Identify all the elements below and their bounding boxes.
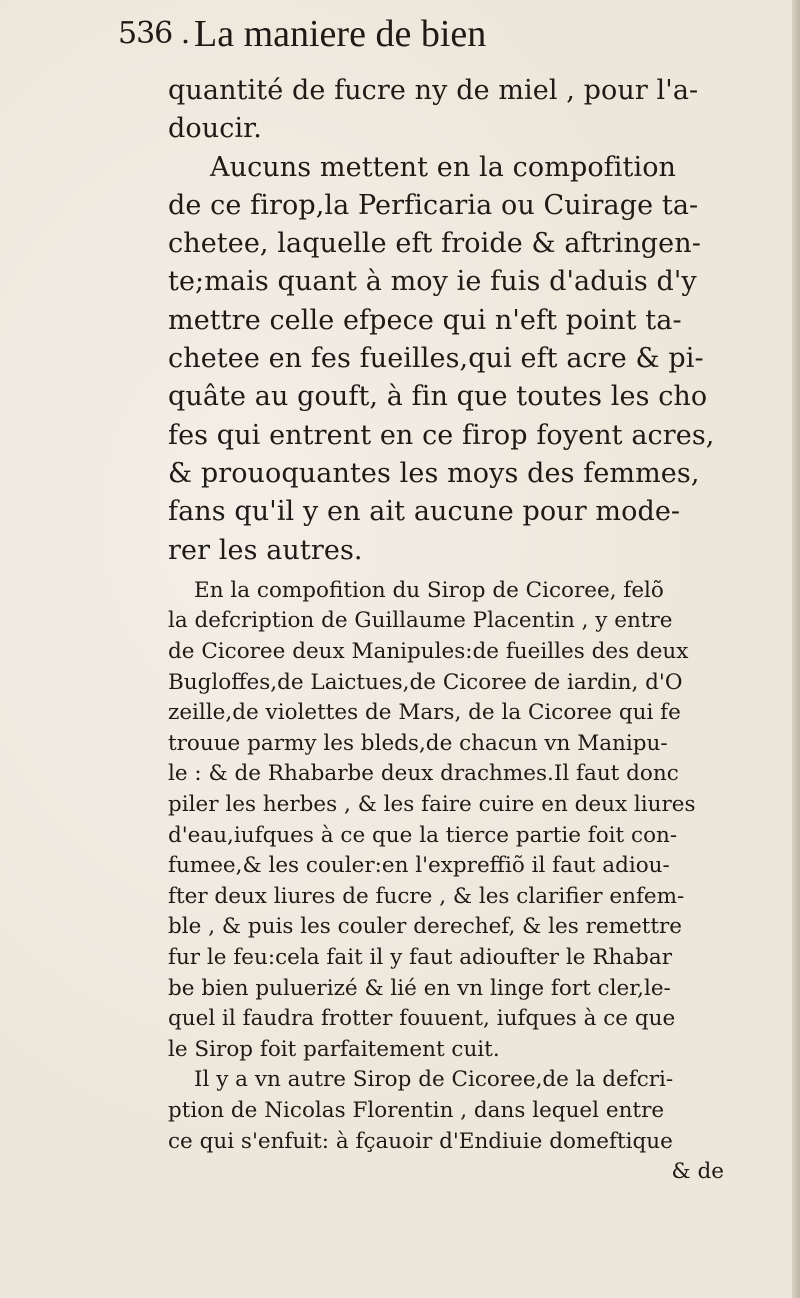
text-line: fter deux liures de fucre , & les clarifier enfem- bbox=[168, 883, 685, 909]
text-line: ce qui s'enfuit: à fçauoir d'Endiuie domeftique bbox=[168, 1128, 673, 1154]
text-line: & prouoquantes les moys des femmes, bbox=[168, 457, 700, 489]
text-line: En la compofition du Sirop de Cicoree, felõ bbox=[194, 577, 664, 603]
text-line: de ce firop,la Perficaria ou Cuirage ta- bbox=[168, 189, 699, 221]
text-line: trouue parmy les bleds,de chacun vn Manipu- bbox=[168, 730, 668, 756]
text-line: chetee, laquelle eft froide & aftringen- bbox=[168, 228, 701, 260]
text-line: fans qu'il y en ait aucune pour mode- bbox=[168, 496, 681, 528]
text-line: Bugloffes,de Laictues,de Cicoree de iardin, d'O bbox=[168, 669, 683, 695]
text-block bbox=[168, 72, 794, 1187]
text-line: le : & de Rhabarbe deux drachmes.Il faut donc bbox=[168, 761, 679, 787]
text-line: zeille,de violettes de Mars, de la Cicoree qui fe bbox=[168, 700, 681, 726]
text-line: te;mais quant à moy ie fuis d'aduis d'y bbox=[168, 266, 697, 298]
small-paragraph bbox=[168, 576, 794, 1157]
text-line: le Sirop foit parfaitement cuit. bbox=[168, 1036, 500, 1062]
text-line: d'eau,iufques à ce que la tierce partie foit con- bbox=[168, 822, 678, 848]
running-title: La maniere de bien bbox=[194, 13, 487, 55]
text-line: fur le feu:cela fait il y faut adioufter le Rhabar bbox=[168, 944, 673, 970]
text-line: doucir. bbox=[168, 113, 262, 145]
page-number: 536 . bbox=[118, 16, 190, 51]
text-line: rer les autres. bbox=[168, 534, 363, 566]
text-line: fes qui entrent en ce firop foyent acres, bbox=[168, 419, 715, 451]
text-line: la defcription de Guillaume Placentin , y entre bbox=[168, 608, 673, 634]
text-line: mettre celle efpece qui n'eft point ta- bbox=[168, 304, 682, 336]
page-header bbox=[118, 14, 738, 64]
catchword: & de bbox=[671, 1159, 724, 1185]
text-line: ption de Nicolas Florentin , dans lequel entre bbox=[168, 1097, 665, 1123]
text-line: de Cicoree deux Manipules:de fueilles des deux bbox=[168, 639, 689, 665]
text-line: Il y a vn autre Sirop de Cicoree,de la defcri- bbox=[194, 1067, 674, 1093]
text-line: quantité de fucre ny de miel , pour l'a- bbox=[168, 75, 699, 106]
main-paragraph bbox=[168, 72, 794, 570]
text-line: be bien puluerizé & lié en vn linge fort cler,le- bbox=[168, 975, 671, 1001]
text-line: Aucuns mettent en la compofition bbox=[210, 151, 677, 183]
text-line: chetee en fes fueilles,qui eft acre & pi- bbox=[168, 343, 704, 375]
text-line: quâte au gouft, à fin que toutes les cho bbox=[168, 381, 708, 413]
text-line: ble , & puis les couler derechef, & les remettre bbox=[168, 914, 682, 940]
text-line: fumee,& les couler:en l'expreffiõ il faut adiou- bbox=[168, 853, 670, 879]
text-line: quel il faudra frotter fouuent, iufques à ce que bbox=[168, 1006, 676, 1032]
text-line: piler les herbes , & les faire cuire en deux liures bbox=[168, 792, 696, 818]
